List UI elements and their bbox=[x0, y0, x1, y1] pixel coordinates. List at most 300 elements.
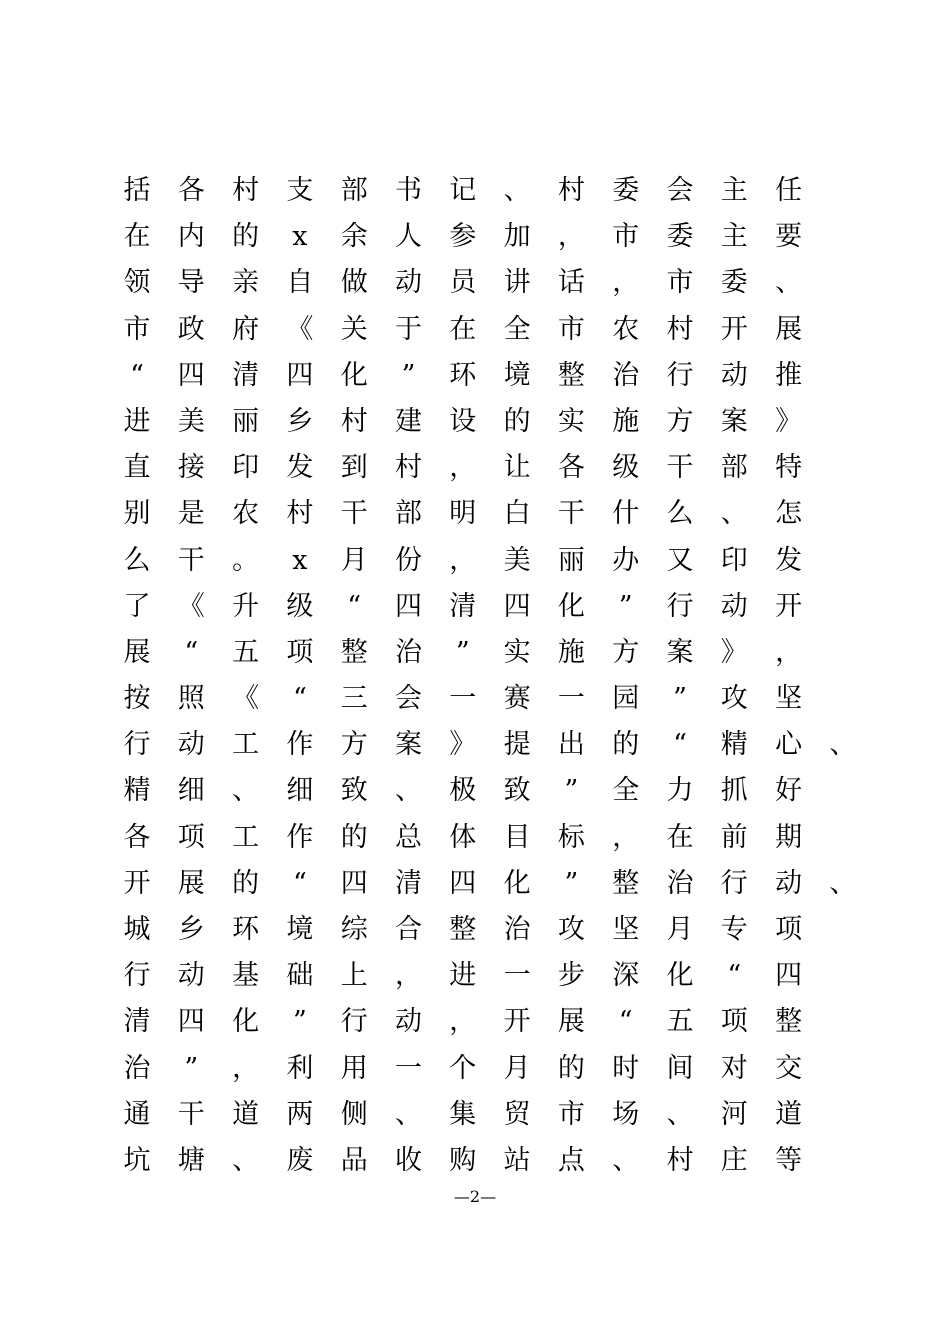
text-char: 收 bbox=[395, 1144, 422, 1176]
text-char: 前 bbox=[720, 821, 748, 853]
text-char: 》 bbox=[720, 636, 748, 668]
text-char: “ bbox=[727, 960, 742, 992]
text-char: 做 bbox=[340, 267, 368, 299]
text-char: 项 bbox=[177, 821, 205, 853]
text-line bbox=[122, 815, 842, 861]
text-char: ” bbox=[564, 775, 579, 807]
text-char: ， bbox=[449, 452, 477, 484]
text-char: 动 bbox=[395, 267, 422, 299]
text-char: 干 bbox=[340, 498, 368, 530]
text-char: ， bbox=[612, 821, 640, 853]
text-char: 么 bbox=[666, 498, 694, 530]
text-char: 境 bbox=[503, 359, 531, 391]
text-char: 《 bbox=[177, 590, 205, 622]
text-char: 人 bbox=[395, 221, 422, 253]
text-char: 治 bbox=[666, 867, 694, 899]
text-line bbox=[122, 214, 842, 260]
text-char: “ bbox=[292, 867, 307, 899]
text-char: 赛 bbox=[503, 683, 531, 715]
text-char: 时 bbox=[612, 1052, 640, 1084]
text-line bbox=[122, 260, 842, 306]
text-char: 丽 bbox=[557, 544, 585, 576]
text-char: 一 bbox=[449, 683, 477, 715]
text-char: 发 bbox=[286, 452, 314, 484]
text-char: 了 bbox=[123, 590, 151, 622]
text-char: 专 bbox=[720, 914, 748, 945]
text-char: 各 bbox=[123, 821, 151, 853]
text-char: 集 bbox=[449, 1098, 477, 1130]
text-char: 员 bbox=[449, 267, 477, 299]
text-char: 上 bbox=[340, 960, 368, 992]
text-char: 开 bbox=[775, 590, 803, 622]
text-line bbox=[122, 491, 842, 537]
text-line bbox=[122, 1138, 842, 1184]
text-char: ” bbox=[184, 1052, 199, 1084]
text-char: 接 bbox=[177, 452, 205, 484]
text-char: 全 bbox=[612, 775, 640, 807]
text-char: x bbox=[292, 544, 308, 576]
text-char: 部 bbox=[720, 452, 748, 484]
text-char: ， bbox=[449, 544, 477, 576]
text-char: 、 bbox=[395, 775, 422, 807]
text-char: 村 bbox=[232, 175, 260, 206]
text-char: 部 bbox=[340, 175, 368, 206]
text-char: 委 bbox=[720, 267, 748, 299]
text-char: ” bbox=[401, 359, 416, 391]
text-char: 于 bbox=[395, 313, 422, 345]
text-char: 的 bbox=[232, 867, 260, 899]
text-char: 村 bbox=[666, 313, 694, 345]
text-char: 精 bbox=[720, 729, 748, 761]
text-char: 精 bbox=[123, 775, 151, 807]
text-char: 要 bbox=[775, 221, 803, 253]
text-char: 行 bbox=[123, 729, 151, 761]
text-char: 方 bbox=[340, 729, 368, 761]
text-char: 全 bbox=[503, 313, 531, 345]
text-char: 升 bbox=[232, 590, 260, 622]
text-line bbox=[122, 168, 842, 214]
text-char: “ bbox=[347, 590, 362, 622]
text-char: 对 bbox=[720, 1052, 748, 1084]
text-char: 直 bbox=[123, 452, 151, 484]
text-char: 村 bbox=[340, 405, 368, 437]
text-char: 领 bbox=[123, 267, 151, 299]
text-char: 话 bbox=[557, 267, 585, 299]
text-char: 、 bbox=[503, 175, 531, 206]
text-char: 又 bbox=[666, 544, 694, 576]
text-char: 三 bbox=[340, 683, 368, 715]
text-char: 、 bbox=[232, 775, 260, 807]
text-char: 设 bbox=[449, 405, 477, 437]
text-char: 攻 bbox=[720, 683, 748, 715]
text-line bbox=[122, 999, 842, 1045]
text-char: 乡 bbox=[286, 405, 314, 437]
text-char: “ bbox=[130, 359, 144, 391]
text-char: 政 bbox=[177, 313, 205, 345]
text-char: 庄 bbox=[720, 1144, 748, 1176]
text-char: 贸 bbox=[503, 1098, 531, 1130]
text-char: 主 bbox=[720, 175, 748, 206]
text-char: 市 bbox=[666, 267, 694, 299]
text-char: 整 bbox=[775, 1006, 803, 1038]
text-char: 导 bbox=[177, 267, 205, 299]
text-char: 综 bbox=[340, 914, 368, 945]
text-char: 发 bbox=[775, 544, 803, 576]
text-char: ” bbox=[564, 867, 579, 899]
text-char: ， bbox=[775, 636, 803, 668]
text-char: 美 bbox=[503, 544, 531, 576]
text-char: 方 bbox=[612, 636, 640, 668]
text-char: 步 bbox=[557, 960, 585, 992]
text-char: “ bbox=[618, 1006, 633, 1038]
text-char: 、 bbox=[829, 729, 857, 761]
text-char: 城 bbox=[123, 914, 151, 945]
text-char: 个 bbox=[449, 1052, 477, 1084]
text-char: 境 bbox=[286, 914, 314, 945]
text-char: 案 bbox=[666, 636, 694, 668]
text-char: ， bbox=[395, 960, 422, 992]
text-char: 讲 bbox=[503, 267, 531, 299]
text-char: 的 bbox=[557, 1052, 585, 1084]
text-char: 怎 bbox=[775, 498, 803, 530]
text-char: 环 bbox=[232, 914, 260, 945]
text-char: 自 bbox=[286, 267, 314, 299]
text-char: 坚 bbox=[775, 683, 803, 715]
text-char: 致 bbox=[340, 775, 368, 807]
text-char: x bbox=[292, 221, 308, 253]
text-char: 项 bbox=[775, 914, 803, 945]
text-char: 实 bbox=[503, 636, 531, 668]
text-line bbox=[122, 676, 842, 722]
text-char: 开 bbox=[720, 313, 748, 345]
text-char: 园 bbox=[612, 683, 640, 715]
text-line bbox=[122, 584, 842, 630]
text-char: 好 bbox=[775, 775, 803, 807]
text-line bbox=[122, 768, 842, 814]
text-char: 主 bbox=[720, 221, 748, 253]
text-char: 内 bbox=[177, 221, 205, 253]
text-char: 丽 bbox=[232, 405, 260, 437]
text-char: 深 bbox=[612, 960, 640, 992]
text-char: 各 bbox=[557, 452, 585, 484]
text-char: 什 bbox=[612, 498, 640, 530]
text-char: 细 bbox=[177, 775, 205, 807]
text-char: 括 bbox=[123, 175, 151, 206]
text-char: 的 bbox=[503, 405, 531, 437]
text-char: 工 bbox=[232, 821, 260, 853]
text-char: 会 bbox=[395, 683, 422, 715]
text-char: 攻 bbox=[557, 914, 585, 945]
text-char: 加 bbox=[503, 221, 531, 253]
text-char: 废 bbox=[286, 1144, 314, 1176]
body-text bbox=[122, 168, 857, 1184]
text-char: 别 bbox=[123, 498, 151, 530]
text-char: 月 bbox=[503, 1052, 531, 1084]
text-char: 让 bbox=[503, 452, 531, 484]
text-char: 五 bbox=[232, 636, 260, 668]
text-line bbox=[122, 1046, 842, 1092]
text-char: 方 bbox=[666, 405, 694, 437]
text-char: 行 bbox=[666, 590, 694, 622]
text-char: 四 bbox=[340, 867, 368, 899]
text-char: 《 bbox=[286, 313, 314, 345]
text-char: 细 bbox=[286, 775, 314, 807]
text-line bbox=[122, 353, 842, 399]
text-char: 四 bbox=[395, 590, 422, 622]
text-char: ， bbox=[557, 221, 585, 253]
text-char: 在 bbox=[666, 821, 694, 853]
text-char: 行 bbox=[340, 1006, 368, 1038]
text-char: 一 bbox=[557, 683, 585, 715]
text-line bbox=[122, 1092, 842, 1138]
text-char: 》 bbox=[775, 405, 803, 437]
text-line bbox=[122, 307, 842, 353]
text-char: 份 bbox=[395, 544, 422, 576]
text-char: 总 bbox=[395, 821, 422, 853]
text-char: 、 bbox=[720, 498, 748, 530]
text-char: 照 bbox=[177, 683, 205, 715]
text-char: 心 bbox=[775, 729, 803, 761]
text-char: 项 bbox=[286, 636, 314, 668]
text-char: 治 bbox=[612, 359, 640, 391]
text-char: 市 bbox=[557, 1098, 585, 1130]
text-char: 四 bbox=[286, 359, 314, 391]
text-char: 化 bbox=[557, 590, 585, 622]
text-line bbox=[122, 399, 842, 445]
text-char: “ bbox=[673, 729, 687, 761]
text-char: 任 bbox=[775, 175, 803, 206]
text-char: 础 bbox=[286, 960, 314, 992]
text-line bbox=[122, 907, 842, 953]
text-char: 印 bbox=[232, 452, 260, 484]
text-char: 展 bbox=[775, 313, 803, 345]
text-char: 治 bbox=[395, 636, 422, 668]
text-char: 一 bbox=[395, 1052, 422, 1084]
text-line bbox=[122, 953, 842, 999]
text-char: 动 bbox=[720, 590, 748, 622]
text-char: ， bbox=[449, 1006, 477, 1038]
text-char: 治 bbox=[123, 1052, 151, 1084]
text-char: 利 bbox=[286, 1052, 314, 1084]
text-char: 极 bbox=[449, 775, 477, 807]
text-line bbox=[122, 722, 857, 768]
text-char: 各 bbox=[177, 175, 205, 206]
text-char: 侧 bbox=[340, 1098, 368, 1130]
text-char: 么 bbox=[123, 544, 151, 576]
text-char: 整 bbox=[612, 867, 640, 899]
text-char: 四 bbox=[775, 960, 803, 992]
text-char: 施 bbox=[612, 405, 640, 437]
text-char: 施 bbox=[557, 636, 585, 668]
text-char: 化 bbox=[340, 359, 368, 391]
text-char: 五 bbox=[666, 1006, 694, 1038]
text-char: 行 bbox=[720, 867, 748, 899]
text-char: 村 bbox=[666, 1144, 694, 1176]
text-char: 用 bbox=[340, 1052, 368, 1084]
text-char: 。 bbox=[232, 544, 260, 576]
text-char: 村 bbox=[557, 175, 585, 206]
text-char: 级 bbox=[612, 452, 640, 484]
text-char: 抓 bbox=[720, 775, 748, 807]
text-char: 特 bbox=[775, 452, 803, 484]
text-line bbox=[122, 538, 842, 584]
text-char: 、 bbox=[232, 1144, 260, 1176]
text-char: 点 bbox=[557, 1144, 585, 1176]
text-char: 书 bbox=[395, 175, 422, 206]
text-char: 市 bbox=[557, 313, 585, 345]
text-char: 整 bbox=[340, 636, 368, 668]
text-char: 市 bbox=[123, 313, 151, 345]
text-char: 基 bbox=[232, 960, 260, 992]
text-char: 支 bbox=[286, 175, 314, 206]
text-line bbox=[122, 861, 857, 907]
text-char: 委 bbox=[666, 221, 694, 253]
text-char: 通 bbox=[123, 1098, 151, 1130]
text-char: 记 bbox=[449, 175, 477, 206]
text-char: 清 bbox=[123, 1006, 151, 1038]
text-char: 出 bbox=[557, 729, 585, 761]
text-char: 到 bbox=[340, 452, 368, 484]
text-char: 整 bbox=[449, 914, 477, 945]
text-char: 坚 bbox=[612, 914, 640, 945]
text-char: 四 bbox=[503, 590, 531, 622]
text-char: 行 bbox=[123, 960, 151, 992]
text-char: 动 bbox=[395, 1006, 422, 1038]
text-char: 干 bbox=[666, 452, 694, 484]
text-char: 月 bbox=[666, 914, 694, 945]
text-char: 、 bbox=[775, 267, 803, 299]
text-char: 力 bbox=[666, 775, 694, 807]
text-char: 致 bbox=[503, 775, 531, 807]
text-char: 四 bbox=[449, 867, 477, 899]
text-char: 农 bbox=[232, 498, 260, 530]
text-char: “ bbox=[292, 683, 307, 715]
text-char: 干 bbox=[177, 544, 205, 576]
text-char: 展 bbox=[557, 1006, 585, 1038]
text-char: 亲 bbox=[232, 267, 260, 299]
text-char: 案 bbox=[395, 729, 422, 761]
text-char: 场 bbox=[612, 1098, 640, 1130]
text-char: ” bbox=[455, 636, 470, 668]
text-char: 的 bbox=[340, 821, 368, 853]
text-char: 府 bbox=[232, 313, 260, 345]
text-char: 案 bbox=[720, 405, 748, 437]
text-line bbox=[122, 445, 842, 491]
text-char: 整 bbox=[557, 359, 585, 391]
text-char: 道 bbox=[232, 1098, 260, 1130]
text-char: 干 bbox=[557, 498, 585, 530]
text-char: 、 bbox=[666, 1098, 694, 1130]
text-char: 月 bbox=[340, 544, 368, 576]
text-char: 村 bbox=[395, 452, 422, 484]
text-char: ” bbox=[618, 590, 633, 622]
text-char: 体 bbox=[449, 821, 477, 853]
text-char: 道 bbox=[775, 1098, 803, 1130]
text-char: 清 bbox=[449, 590, 477, 622]
text-char: 进 bbox=[123, 405, 151, 437]
text-char: 市 bbox=[612, 221, 640, 253]
text-char: 》 bbox=[449, 729, 477, 761]
text-char: ， bbox=[232, 1052, 260, 1084]
text-char: 治 bbox=[503, 914, 531, 945]
text-char: 、 bbox=[395, 1098, 422, 1130]
text-char: 化 bbox=[503, 867, 531, 899]
text-char: 项 bbox=[720, 1006, 748, 1038]
text-char: 开 bbox=[123, 867, 151, 899]
text-char: 实 bbox=[557, 405, 585, 437]
text-char: 美 bbox=[177, 405, 205, 437]
text-char: 办 bbox=[612, 544, 640, 576]
text-char: 白 bbox=[503, 498, 531, 530]
text-char: ， bbox=[612, 267, 640, 299]
text-char: ” bbox=[292, 1006, 307, 1038]
text-char: 在 bbox=[123, 221, 151, 253]
text-char: “ bbox=[184, 636, 199, 668]
text-char: 动 bbox=[775, 867, 803, 899]
text-char: 合 bbox=[395, 914, 422, 945]
text-char: 四 bbox=[177, 1006, 205, 1038]
text-char: 动 bbox=[177, 729, 205, 761]
text-char: 的 bbox=[612, 729, 640, 761]
text-char: 动 bbox=[720, 359, 748, 391]
text-char: 推 bbox=[775, 359, 803, 391]
text-char: 提 bbox=[503, 729, 531, 761]
text-char: ” bbox=[673, 683, 687, 715]
text-char: 期 bbox=[775, 821, 803, 853]
text-char: 化 bbox=[232, 1006, 260, 1038]
text-char: 印 bbox=[720, 544, 748, 576]
text-char: 委 bbox=[612, 175, 640, 206]
text-char: 按 bbox=[123, 683, 151, 715]
text-char: 坑 bbox=[123, 1144, 151, 1176]
text-char: 乡 bbox=[177, 914, 205, 945]
text-char: 四 bbox=[177, 359, 205, 391]
text-char: 两 bbox=[286, 1098, 314, 1130]
text-char: 工 bbox=[232, 729, 260, 761]
text-char: 干 bbox=[177, 1098, 205, 1130]
text-char: 进 bbox=[449, 960, 477, 992]
text-char: 展 bbox=[123, 636, 151, 668]
text-char: 动 bbox=[177, 960, 205, 992]
text-char: 《 bbox=[232, 683, 260, 715]
text-char: 间 bbox=[666, 1052, 694, 1084]
text-char: 级 bbox=[286, 590, 314, 622]
text-char: 的 bbox=[232, 221, 260, 253]
text-char: 农 bbox=[612, 313, 640, 345]
text-char: 目 bbox=[503, 821, 531, 853]
text-char: 村 bbox=[286, 498, 314, 530]
text-char: 作 bbox=[286, 729, 314, 761]
text-char: 清 bbox=[395, 867, 422, 899]
text-char: 站 bbox=[503, 1144, 531, 1176]
page-number: —2— bbox=[453, 1187, 497, 1206]
text-char: 开 bbox=[503, 1006, 531, 1038]
text-char: 参 bbox=[449, 221, 477, 253]
text-char: 是 bbox=[177, 498, 205, 530]
text-char: 标 bbox=[557, 821, 585, 853]
text-char: 、 bbox=[612, 1144, 640, 1176]
text-char: 河 bbox=[720, 1098, 748, 1130]
text-char: 清 bbox=[232, 359, 260, 391]
text-char: 一 bbox=[503, 960, 531, 992]
text-char: 在 bbox=[449, 313, 477, 345]
text-char: 关 bbox=[340, 313, 368, 345]
text-char: 交 bbox=[775, 1052, 803, 1084]
text-char: 化 bbox=[666, 960, 694, 992]
text-char: 等 bbox=[775, 1144, 803, 1176]
text-line bbox=[122, 630, 842, 676]
text-char: 行 bbox=[666, 359, 694, 391]
